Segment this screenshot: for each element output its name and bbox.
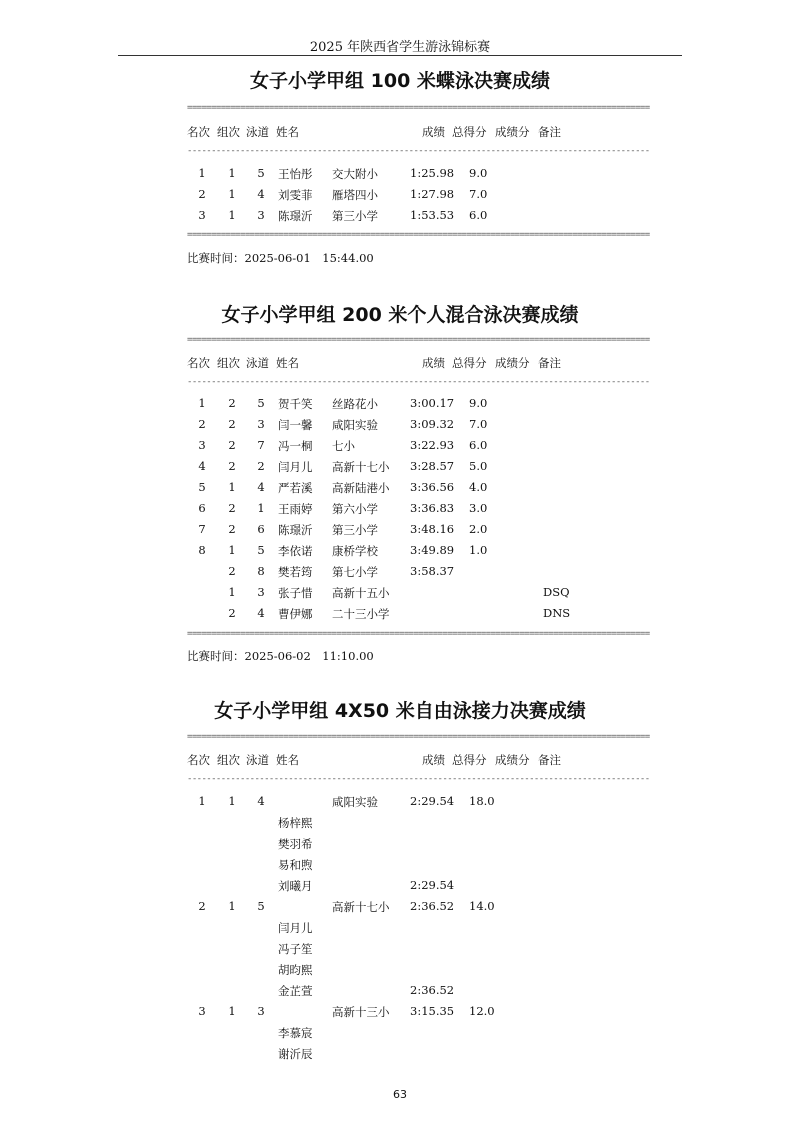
rank-cell: 3 [198, 438, 206, 452]
group-cell: 1 [228, 166, 236, 180]
team-cell: 第三小学 [332, 523, 378, 537]
table-row [0, 459, 800, 479]
name-cell: 金芷萱 [278, 984, 313, 998]
group-cell: 1 [228, 899, 236, 913]
table-row [0, 794, 800, 814]
name-cell: 樊羽希 [278, 837, 313, 851]
name-cell: 胡昀熙 [278, 963, 313, 977]
match-datetime: 比赛时间：2025-06-02 11:10.00 [187, 649, 374, 663]
name-cell: 杨梓熙 [278, 816, 313, 830]
col-points: 总得分 [452, 125, 487, 139]
name-cell: 王怡彤 [278, 167, 313, 181]
note-cell: DNS [543, 606, 571, 620]
time-cell: 2:36.52 [410, 983, 455, 997]
points-cell: 6.0 [469, 208, 488, 222]
name-cell: 王雨婷 [278, 502, 313, 516]
group-cell: 1 [228, 543, 236, 557]
lane-cell: 1 [257, 501, 265, 515]
lane-cell: 8 [257, 564, 265, 578]
rank-cell: 3 [198, 208, 206, 222]
group-cell: 2 [228, 438, 236, 452]
table-row [0, 1046, 800, 1066]
name-cell: 谢沂辰 [278, 1047, 313, 1061]
match-datetime: 比赛时间：2025-06-01 15:44.00 [187, 251, 374, 265]
page-number: 63 [393, 1088, 407, 1101]
table-row [0, 543, 800, 563]
col-lane: 泳道 [246, 356, 269, 370]
team-cell: 高新陆港小 [332, 481, 390, 495]
points-cell: 4.0 [469, 480, 488, 494]
lane-cell: 4 [257, 794, 265, 808]
col-name: 姓名 [276, 753, 299, 767]
time-cell: 3:48.16 [410, 522, 455, 536]
col-group: 组次 [217, 753, 240, 767]
col-rank: 名次 [187, 125, 210, 139]
event-title: 女子小学甲组 200 米个人混合泳决赛成绩 [221, 304, 579, 326]
lane-cell: 7 [257, 438, 265, 452]
team-cell: 第三小学 [332, 209, 378, 223]
group-cell: 1 [228, 794, 236, 808]
lane-cell: 3 [257, 208, 265, 222]
time-cell: 3:00.17 [410, 396, 455, 410]
col-time: 成绩 [422, 125, 445, 139]
col-group: 组次 [217, 356, 240, 370]
table-row [0, 920, 800, 940]
group-cell: 2 [228, 459, 236, 473]
team-cell: 二十三小学 [332, 607, 390, 621]
name-cell: 贺千笑 [278, 397, 313, 411]
single-rule: ------------------------------------------------------------------------------------------------ [187, 774, 650, 784]
name-cell: 刘雯菲 [278, 188, 313, 202]
lane-cell: 6 [257, 522, 265, 536]
double-rule: ================================================================================================ [187, 230, 650, 240]
team-cell: 咸阳实验 [332, 795, 378, 809]
col-note: 备注 [538, 753, 561, 767]
name-cell: 陈璟沂 [278, 523, 313, 537]
rank-cell: 1 [198, 396, 206, 410]
points-cell: 9.0 [469, 396, 488, 410]
points-cell: 1.0 [469, 543, 488, 557]
col-name: 姓名 [276, 356, 299, 370]
name-cell: 闫月儿 [278, 460, 313, 474]
group-cell: 1 [228, 585, 236, 599]
name-cell: 冯子笙 [278, 942, 313, 956]
table-row [0, 480, 800, 500]
table-row [0, 417, 800, 437]
table-row [0, 438, 800, 458]
table-row [0, 836, 800, 856]
group-cell: 2 [228, 417, 236, 431]
lane-cell: 2 [257, 459, 265, 473]
time-cell: 2:29.54 [410, 794, 455, 808]
table-row [0, 878, 800, 898]
double-rule: ================================================================================================ [187, 629, 650, 639]
team-cell: 高新十五小 [332, 586, 390, 600]
group-cell: 1 [228, 1004, 236, 1018]
lane-cell: 3 [257, 417, 265, 431]
rank-cell: 2 [198, 187, 206, 201]
col-lane: 泳道 [246, 753, 269, 767]
team-cell: 雁塔四小 [332, 188, 378, 202]
team-cell: 第七小学 [332, 565, 378, 579]
team-cell: 七小 [332, 439, 355, 453]
time-cell: 3:58.37 [410, 564, 455, 578]
table-row [0, 166, 800, 186]
table-row [0, 522, 800, 542]
table-row [0, 962, 800, 982]
note-cell: DSQ [543, 585, 570, 599]
table-row [0, 1025, 800, 1045]
col-note: 备注 [538, 356, 561, 370]
col-group: 组次 [217, 125, 240, 139]
points-cell: 2.0 [469, 522, 488, 536]
col-points: 总得分 [452, 753, 487, 767]
lane-cell: 5 [257, 166, 265, 180]
col-name: 姓名 [276, 125, 299, 139]
table-row [0, 1004, 800, 1024]
table-row [0, 208, 800, 228]
lane-cell: 4 [257, 480, 265, 494]
lane-cell: 4 [257, 187, 265, 201]
team-cell: 高新十三小 [332, 1005, 390, 1019]
group-cell: 2 [228, 501, 236, 515]
points-cell: 12.0 [469, 1004, 495, 1018]
rank-cell: 5 [198, 480, 206, 494]
points-cell: 7.0 [469, 417, 488, 431]
event-title: 女子小学甲组 4X50 米自由泳接力决赛成绩 [214, 700, 586, 722]
points-cell: 7.0 [469, 187, 488, 201]
time-cell: 3:49.89 [410, 543, 455, 557]
table-row [0, 585, 800, 605]
col-rank: 名次 [187, 753, 210, 767]
points-cell: 5.0 [469, 459, 488, 473]
col-split: 成绩分 [495, 356, 530, 370]
double-rule: ================================================================================================ [187, 103, 650, 113]
lane-cell: 3 [257, 585, 265, 599]
rank-cell: 7 [198, 522, 206, 536]
points-cell: 9.0 [469, 166, 488, 180]
time-cell: 1:53.53 [410, 208, 455, 222]
col-split: 成绩分 [495, 125, 530, 139]
time-cell: 2:29.54 [410, 878, 455, 892]
table-row [0, 564, 800, 584]
name-cell: 樊若筠 [278, 565, 313, 579]
header-title: 2025 年陕西省学生游泳锦标赛 [309, 40, 491, 55]
rank-cell: 2 [198, 417, 206, 431]
table-row [0, 941, 800, 961]
team-cell: 咸阳实验 [332, 418, 378, 432]
rank-cell: 8 [198, 543, 206, 557]
name-cell: 张子惜 [278, 586, 313, 600]
name-cell: 冯一桐 [278, 439, 313, 453]
points-cell: 3.0 [469, 501, 488, 515]
name-cell: 闫一馨 [278, 418, 313, 432]
rank-cell: 6 [198, 501, 206, 515]
points-cell: 14.0 [469, 899, 495, 913]
team-cell: 康桥学校 [332, 544, 378, 558]
rank-cell: 3 [198, 1004, 206, 1018]
header-divider [118, 55, 682, 56]
double-rule: ================================================================================================ [187, 732, 650, 742]
team-cell: 交大附小 [332, 167, 378, 181]
name-cell: 易和煦 [278, 858, 313, 872]
time-cell: 3:15.35 [410, 1004, 455, 1018]
double-rule: ================================================================================================ [187, 335, 650, 345]
name-cell: 陈璟沂 [278, 209, 313, 223]
table-row [0, 815, 800, 835]
col-rank: 名次 [187, 356, 210, 370]
rank-cell: 2 [198, 899, 206, 913]
col-points: 总得分 [452, 356, 487, 370]
name-cell: 严若溪 [278, 481, 313, 495]
name-cell: 刘曦月 [278, 879, 313, 893]
lane-cell: 4 [257, 606, 265, 620]
table-row [0, 396, 800, 416]
group-cell: 1 [228, 480, 236, 494]
time-cell: 3:22.93 [410, 438, 455, 452]
name-cell: 闫月儿 [278, 921, 313, 935]
name-cell: 李慕宸 [278, 1026, 313, 1040]
team-cell: 丝路花小 [332, 397, 378, 411]
table-row [0, 606, 800, 626]
time-cell: 1:25.98 [410, 166, 455, 180]
group-cell: 2 [228, 606, 236, 620]
group-cell: 2 [228, 522, 236, 536]
name-cell: 李依诺 [278, 544, 313, 558]
time-cell: 1:27.98 [410, 187, 455, 201]
time-cell: 3:09.32 [410, 417, 455, 431]
rank-cell: 4 [198, 459, 206, 473]
table-row [0, 501, 800, 521]
lane-cell: 5 [257, 543, 265, 557]
rank-cell: 1 [198, 166, 206, 180]
lane-cell: 5 [257, 396, 265, 410]
col-note: 备注 [538, 125, 561, 139]
col-split: 成绩分 [495, 753, 530, 767]
col-time: 成绩 [422, 753, 445, 767]
table-row [0, 983, 800, 1003]
points-cell: 6.0 [469, 438, 488, 452]
table-row [0, 187, 800, 207]
lane-cell: 3 [257, 1004, 265, 1018]
single-rule: ------------------------------------------------------------------------------------------------ [187, 146, 650, 156]
col-lane: 泳道 [246, 125, 269, 139]
time-cell: 3:36.56 [410, 480, 455, 494]
time-cell: 3:36.83 [410, 501, 455, 515]
group-cell: 1 [228, 208, 236, 222]
name-cell: 曹伊娜 [278, 607, 313, 621]
group-cell: 2 [228, 396, 236, 410]
table-row [0, 857, 800, 877]
group-cell: 1 [228, 187, 236, 201]
time-cell: 2:36.52 [410, 899, 455, 913]
col-time: 成绩 [422, 356, 445, 370]
team-cell: 高新十七小 [332, 900, 390, 914]
event-title: 女子小学甲组 100 米蝶泳决赛成绩 [250, 70, 550, 92]
time-cell: 3:28.57 [410, 459, 455, 473]
lane-cell: 5 [257, 899, 265, 913]
group-cell: 2 [228, 564, 236, 578]
team-cell: 第六小学 [332, 502, 378, 516]
team-cell: 高新十七小 [332, 460, 390, 474]
rank-cell: 1 [198, 794, 206, 808]
table-row [0, 899, 800, 919]
points-cell: 18.0 [469, 794, 495, 808]
single-rule: ------------------------------------------------------------------------------------------------ [187, 377, 650, 387]
